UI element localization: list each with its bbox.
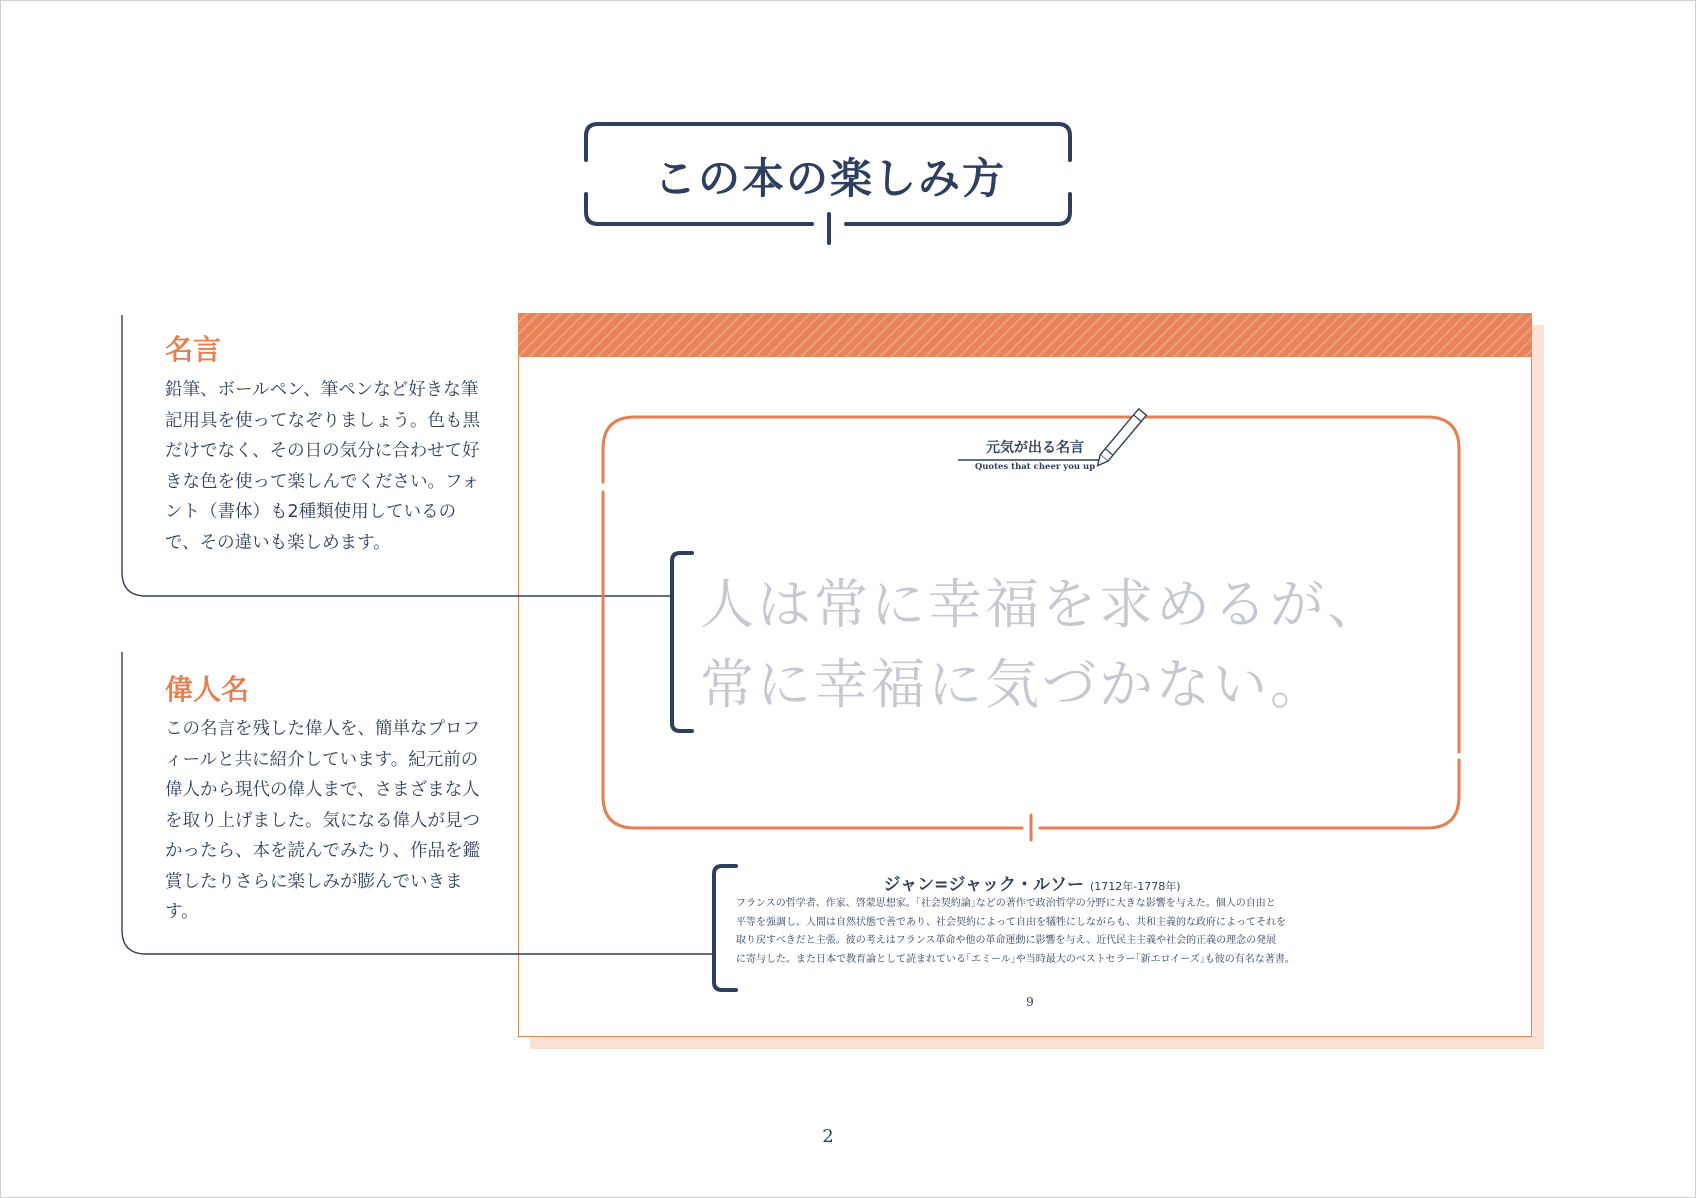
person-name: ジャン=ジャック・ルソー xyxy=(883,875,1085,895)
person-bio xyxy=(736,895,1336,969)
page-number: 2 xyxy=(822,1126,834,1147)
sample-page-number: 9 xyxy=(1026,995,1034,1009)
quote-line: 人は常に幸福を求めるが、 xyxy=(700,573,1384,636)
section-heading-quote: 名言 xyxy=(165,333,222,366)
badge-subtitle: Quotes that cheer you up xyxy=(974,462,1096,472)
quote-connector-line xyxy=(122,315,672,596)
bio-line: 平等を強調し、人間は自然状態で善であり、社会契約によって自由を犠牲にしながらも、共和主義的な政府によってそれを xyxy=(736,916,1286,928)
section-heading-person: 偉人名 xyxy=(165,673,250,706)
section-body-quote: 鉛筆、ボールペン、筆ペンなど好きな筆記用具を使ってなぞりましょう。色も黒だけでなく、その日の気分に合わせて好きな色を使って楽しんでください。フォント（書体）も2種類使用しているので、その違いも楽しめます。 xyxy=(165,380,480,553)
person-heading xyxy=(736,870,1328,895)
bio-bracket xyxy=(714,866,736,990)
page-title: この本の楽しみ方 xyxy=(653,154,1006,203)
person-years: (1712年-1778年) xyxy=(1090,880,1181,893)
quote-text xyxy=(700,565,1384,725)
badge-title: 元気が出る名言 xyxy=(986,440,1084,456)
bio-line: フランスの哲学者、作家、啓蒙思想家。｢社会契約論｣などの著作で政治哲学の分野に大きな影響を与えた。個人の自由と xyxy=(736,898,1276,909)
bio-line: に寄与した。また日本で教育論として読まれている｢エミール｣や当時最大のベストセラー｢新エロイーズ｣も彼の有名な著書。 xyxy=(736,953,1295,965)
person-connector-line xyxy=(122,652,714,954)
quote-bracket xyxy=(672,553,692,731)
section-body-person: この名言を残した偉人を、簡単なプロフィールと共に紹介しています。紀元前の偉人から現代の偉人まで、さまざまな人を取り上げました。気になる偉人が見つかったら、本を読んでみたり、作品を鑑賞したりさらに楽しみが膨んでいきます。 xyxy=(165,719,480,922)
bio-line: 取り戻すべきだと主張。彼の考えはフランス革命や他の革命運動に影響を与え、近代民主主義や社会的正義の理念の発展 xyxy=(736,935,1277,946)
quote-line: 常に幸福に気づかない。 xyxy=(700,653,1327,716)
